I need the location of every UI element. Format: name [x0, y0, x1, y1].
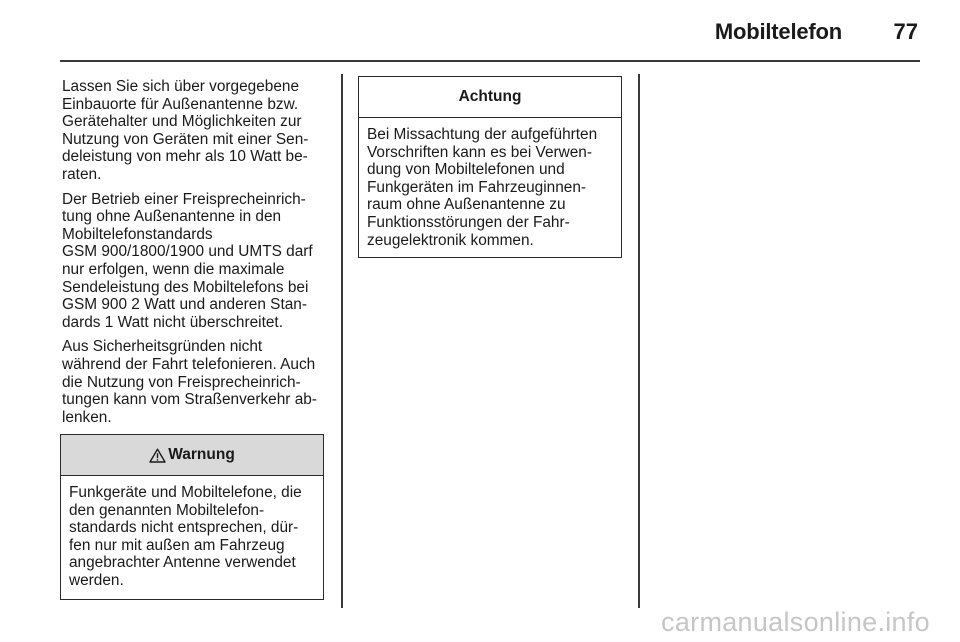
warning-box-header	[61, 435, 323, 476]
page-number: 77	[893, 19, 918, 44]
text-line: raten.	[62, 165, 102, 183]
column-divider	[341, 74, 343, 608]
text-line: werden.	[69, 571, 124, 589]
text-line: GSM 900/1800/1900 und UMTS darf	[62, 243, 313, 261]
text-line: Bei Missachtung der aufgeführten	[367, 126, 598, 143]
caution-box-title: Achtung	[458, 88, 522, 105]
text-line: angebrachter Antenne verwendet	[69, 554, 296, 572]
text-line: nur erfolgen, wenn die maximale	[62, 260, 285, 278]
text-line: Einbauorte für Außenantenne bzw.	[62, 95, 299, 113]
text-line: tungen kann vom Straßenverkehr ab-	[62, 391, 317, 409]
text-line: Der Betrieb einer Freisprecheinrich-	[62, 190, 306, 208]
paragraph-antenna-advice	[62, 78, 330, 184]
text-line: Funktionsstörungen der Fahr-	[367, 213, 570, 231]
page-title: Mobiltelefon	[714, 19, 842, 44]
text-line: Vorschriften kann es bei Verwen-	[367, 143, 592, 161]
paragraph-safety	[62, 338, 330, 426]
text-line: Nutzung von Geräten mit einer Sen-	[62, 130, 309, 148]
warning-box-body	[61, 476, 323, 590]
text-line: fen nur mit außen am Fahrzeug	[69, 536, 285, 554]
text-line: den genannten Mobiltelefon-	[69, 501, 265, 519]
text-line: während der Fahrt telefonieren. Auch	[62, 355, 316, 373]
body-text-column	[62, 78, 330, 433]
watermark: carmanualsonline.info	[661, 607, 930, 637]
column-divider	[638, 74, 640, 608]
text-line: Gerätehalter und Möglichkeiten zur	[62, 113, 302, 131]
text-line: Sendeleistung des Mobiltelefons bei	[62, 278, 309, 296]
text-line: dards 1 Watt nicht überschreitet.	[62, 313, 283, 331]
text-line: Funkgeräte und Mobiltelefone, die	[69, 484, 302, 501]
text-line: Aus Sicherheitsgründen nicht	[62, 338, 263, 356]
text-line: GSM 900 2 Watt und anderen Stan-	[62, 296, 307, 314]
text-line: raum ohne Außenantenne zu	[367, 196, 566, 214]
warning-triangle-icon	[149, 448, 166, 463]
warning-box-title: Warnung	[168, 446, 235, 463]
text-line: lenken.	[62, 408, 112, 426]
text-line: die Nutzung von Freisprecheinrich-	[62, 373, 301, 391]
paragraph-handsfree-power	[62, 191, 330, 332]
text-line: deleistung von mehr als 10 Watt be-	[62, 148, 308, 166]
text-line: standards nicht entsprechen, dür-	[69, 519, 299, 537]
caution-box	[358, 76, 622, 258]
text-line: Funkgeräten im Fahrzeuginnen-	[367, 178, 587, 196]
text-line: Lassen Sie sich über vorgegebene	[62, 78, 300, 95]
caution-box-header	[359, 77, 621, 118]
text-line: zeugelektronik kommen.	[367, 231, 534, 249]
text-line: tung ohne Außenantenne in den	[62, 208, 282, 226]
warning-box	[60, 434, 324, 600]
text-line: dung von Mobiltelefonen und	[367, 161, 565, 179]
text-line: Mobiltelefonstandards	[62, 225, 213, 243]
header-divider	[60, 60, 920, 62]
caution-box-body	[359, 118, 621, 249]
